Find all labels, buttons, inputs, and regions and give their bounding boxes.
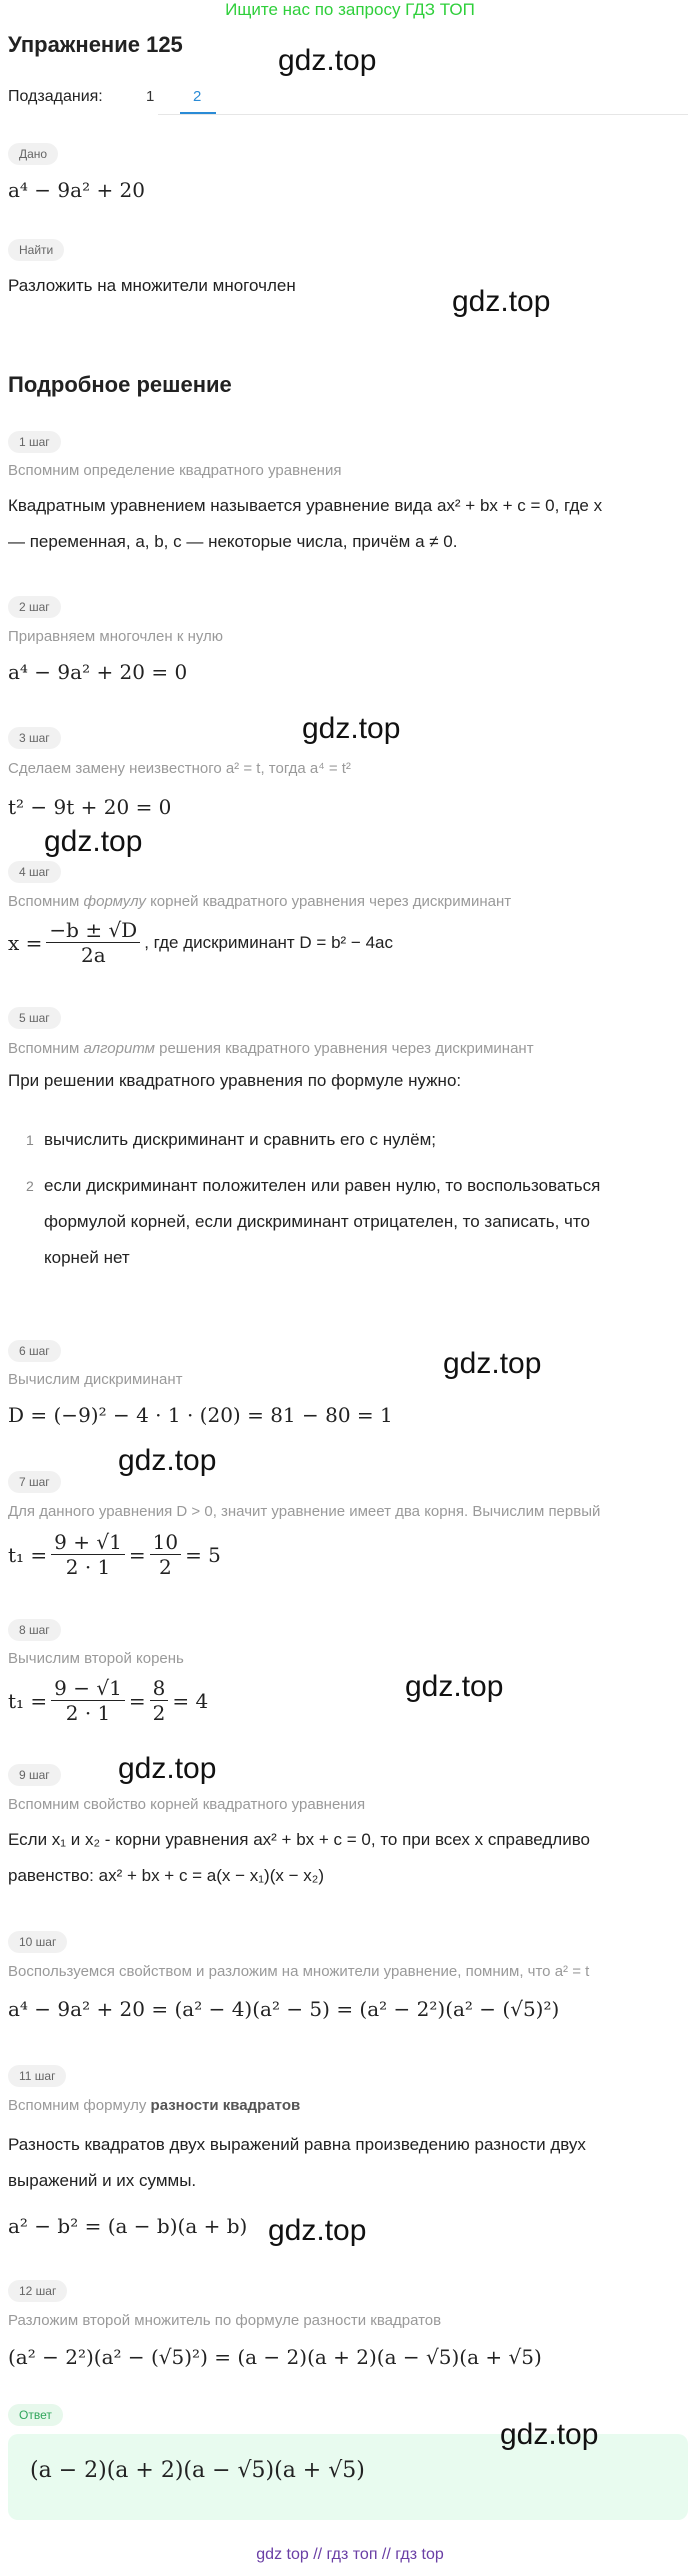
step-chip: 12 шаг <box>8 2280 67 2302</box>
step-formula: a⁴ − 9a² + 20 = 0 <box>8 660 188 684</box>
subtasks-label: Подзадания: <box>8 88 103 105</box>
step-chip: 4 шаг <box>8 861 61 883</box>
step-chip: 9 шаг <box>8 1764 61 1786</box>
list-item-number: 1 <box>26 1132 34 1148</box>
step-chip: 5 шаг <box>8 1007 61 1029</box>
step-note: Разложим второй множитель по формуле разности квадратов <box>8 2312 442 2329</box>
step-text: При решении квадратного уравнения по формуле нужно: <box>8 1071 462 1090</box>
step-formula: D = (−9)² − 4 · 1 · (20) = 81 − 80 = 1 <box>8 1403 393 1427</box>
step-note: Вспомним алгоритм решения квадратного уравнения через дискриминант <box>8 1040 534 1057</box>
list-item-number: 2 <box>26 1178 34 1194</box>
step-note: Вспомним определение квадратного уравнения <box>8 462 342 479</box>
list-item: вычислить дискриминант и сравнить его с нулём; <box>44 1130 437 1149</box>
root-2-formula: t₁ = $\frac{9 - √1}{2 \cdot 1}$ = $\frac{8}{2}$ = 4 <box>8 1676 209 1725</box>
page-title: Упражнение 125 <box>8 32 183 57</box>
watermark: gdz.top <box>118 1752 217 1785</box>
step-note: Приравняем многочлен к нулю <box>8 628 224 645</box>
step-chip: 11 шаг <box>8 2065 66 2087</box>
step-text: Квадратным уравнением называется уравнение вида ax² + bx + c = 0, где x <box>8 496 603 515</box>
step-text: выражений и их суммы. <box>8 2171 197 2190</box>
step-note: Вычислим дискриминант <box>8 1371 183 1388</box>
step-note: Сделаем замену неизвестного a² = t, тогда a⁴ = t² <box>8 760 351 777</box>
find-text: Разложить на множители многочлен <box>8 276 296 295</box>
step-chip: 7 шаг <box>8 1471 61 1493</box>
step-chip: 2 шаг <box>8 596 61 618</box>
step-note: Вспомним свойство корней квадратного уравнения <box>8 1796 366 1813</box>
step-text: Если x₁ и x₂ - корни уравнения ax² + bx + c = 0, то при всех x справедливо <box>8 1830 591 1849</box>
step-chip: 8 шаг <box>8 1619 61 1641</box>
watermark: gdz.top <box>278 44 377 77</box>
list-item: если дискриминант положителен или равен нулю, то воспользоваться <box>44 1176 601 1195</box>
tabs-divider <box>158 114 688 115</box>
given-formula: a⁴ − 9a² + 20 <box>8 178 146 202</box>
step-note: Вспомним формулу разности квадратов <box>8 2097 301 2114</box>
top-banner[interactable]: Ищите нас по запросу ГДЗ ТОП <box>225 0 475 19</box>
answer-chip: Ответ <box>8 2404 63 2426</box>
watermark: gdz.top <box>302 712 401 745</box>
step-chip: 1 шаг <box>8 431 61 453</box>
list-item: формулой корней, если дискриминант отрицателен, то записать, что <box>44 1212 590 1231</box>
step-chip: 6 шаг <box>8 1340 61 1362</box>
find-chip: Найти <box>8 239 64 261</box>
solution-title: Подробное решение <box>8 372 232 397</box>
footer-links[interactable]: gdz top // гдз топ // гдз top <box>256 2546 444 2563</box>
step-text: равенство: ax² + bx + c = a(x − x₁)(x − x₂) <box>8 1866 324 1885</box>
step-formula: a² − b² = (a − b)(a + b) <box>8 2214 248 2238</box>
step-note: Воспользуемся свойством и разложим на множители уравнение, помним, что a² = t <box>8 1963 590 1980</box>
step-chip: 10 шаг <box>8 1931 67 1953</box>
step-note: Вычислим второй корень <box>8 1650 184 1667</box>
answer-formula: (a − 2)(a + 2)(a − √5)(a + √5) <box>30 2458 365 2483</box>
subtask-tab-2[interactable]: 2 <box>193 88 202 105</box>
step-formula: (a² − 2²)(a² − (√5)²) = (a − 2)(a + 2)(a − √5)(a + √5) <box>8 2345 542 2369</box>
watermark: gdz.top <box>443 1347 542 1380</box>
step-formula: a⁴ − 9a² + 20 = (a² − 4)(a² − 5) = (a² − 2²)(a² − (√5)²) <box>8 1997 560 2021</box>
root-1-formula: t₁ = $\frac{9 + √1}{2 \cdot 1}$ = $\frac{10}{2}$ = 5 <box>8 1530 221 1579</box>
watermark: gdz.top <box>118 1444 217 1477</box>
watermark: gdz.top <box>405 1670 504 1703</box>
discriminant-formula: x = $\frac{-b \pm √D}{2a}$ , где дискриминант D = b² − 4ac <box>8 918 393 967</box>
watermark: gdz.top <box>500 2418 599 2451</box>
step-note: Вспомним формулу корней квадратного уравнения через дискриминант <box>8 893 512 910</box>
step-text: — переменная, a, b, c — некоторые числа, причём a ≠ 0. <box>8 532 458 551</box>
step-text: Разность квадратов двух выражений равна произведению разности двух <box>8 2135 586 2154</box>
given-chip: Дано <box>8 143 58 165</box>
list-item: корней нет <box>44 1248 130 1267</box>
watermark: gdz.top <box>452 285 551 318</box>
watermark: gdz.top <box>44 825 143 858</box>
step-note: Для данного уравнения D > 0, значит уравнение имеет два корня. Вычислим первый <box>8 1503 601 1520</box>
step-formula: t² − 9t + 20 = 0 <box>8 795 172 819</box>
watermark: gdz.top <box>268 2214 367 2247</box>
subtask-tab-1[interactable]: 1 <box>146 88 155 105</box>
step-chip: 3 шаг <box>8 727 61 749</box>
